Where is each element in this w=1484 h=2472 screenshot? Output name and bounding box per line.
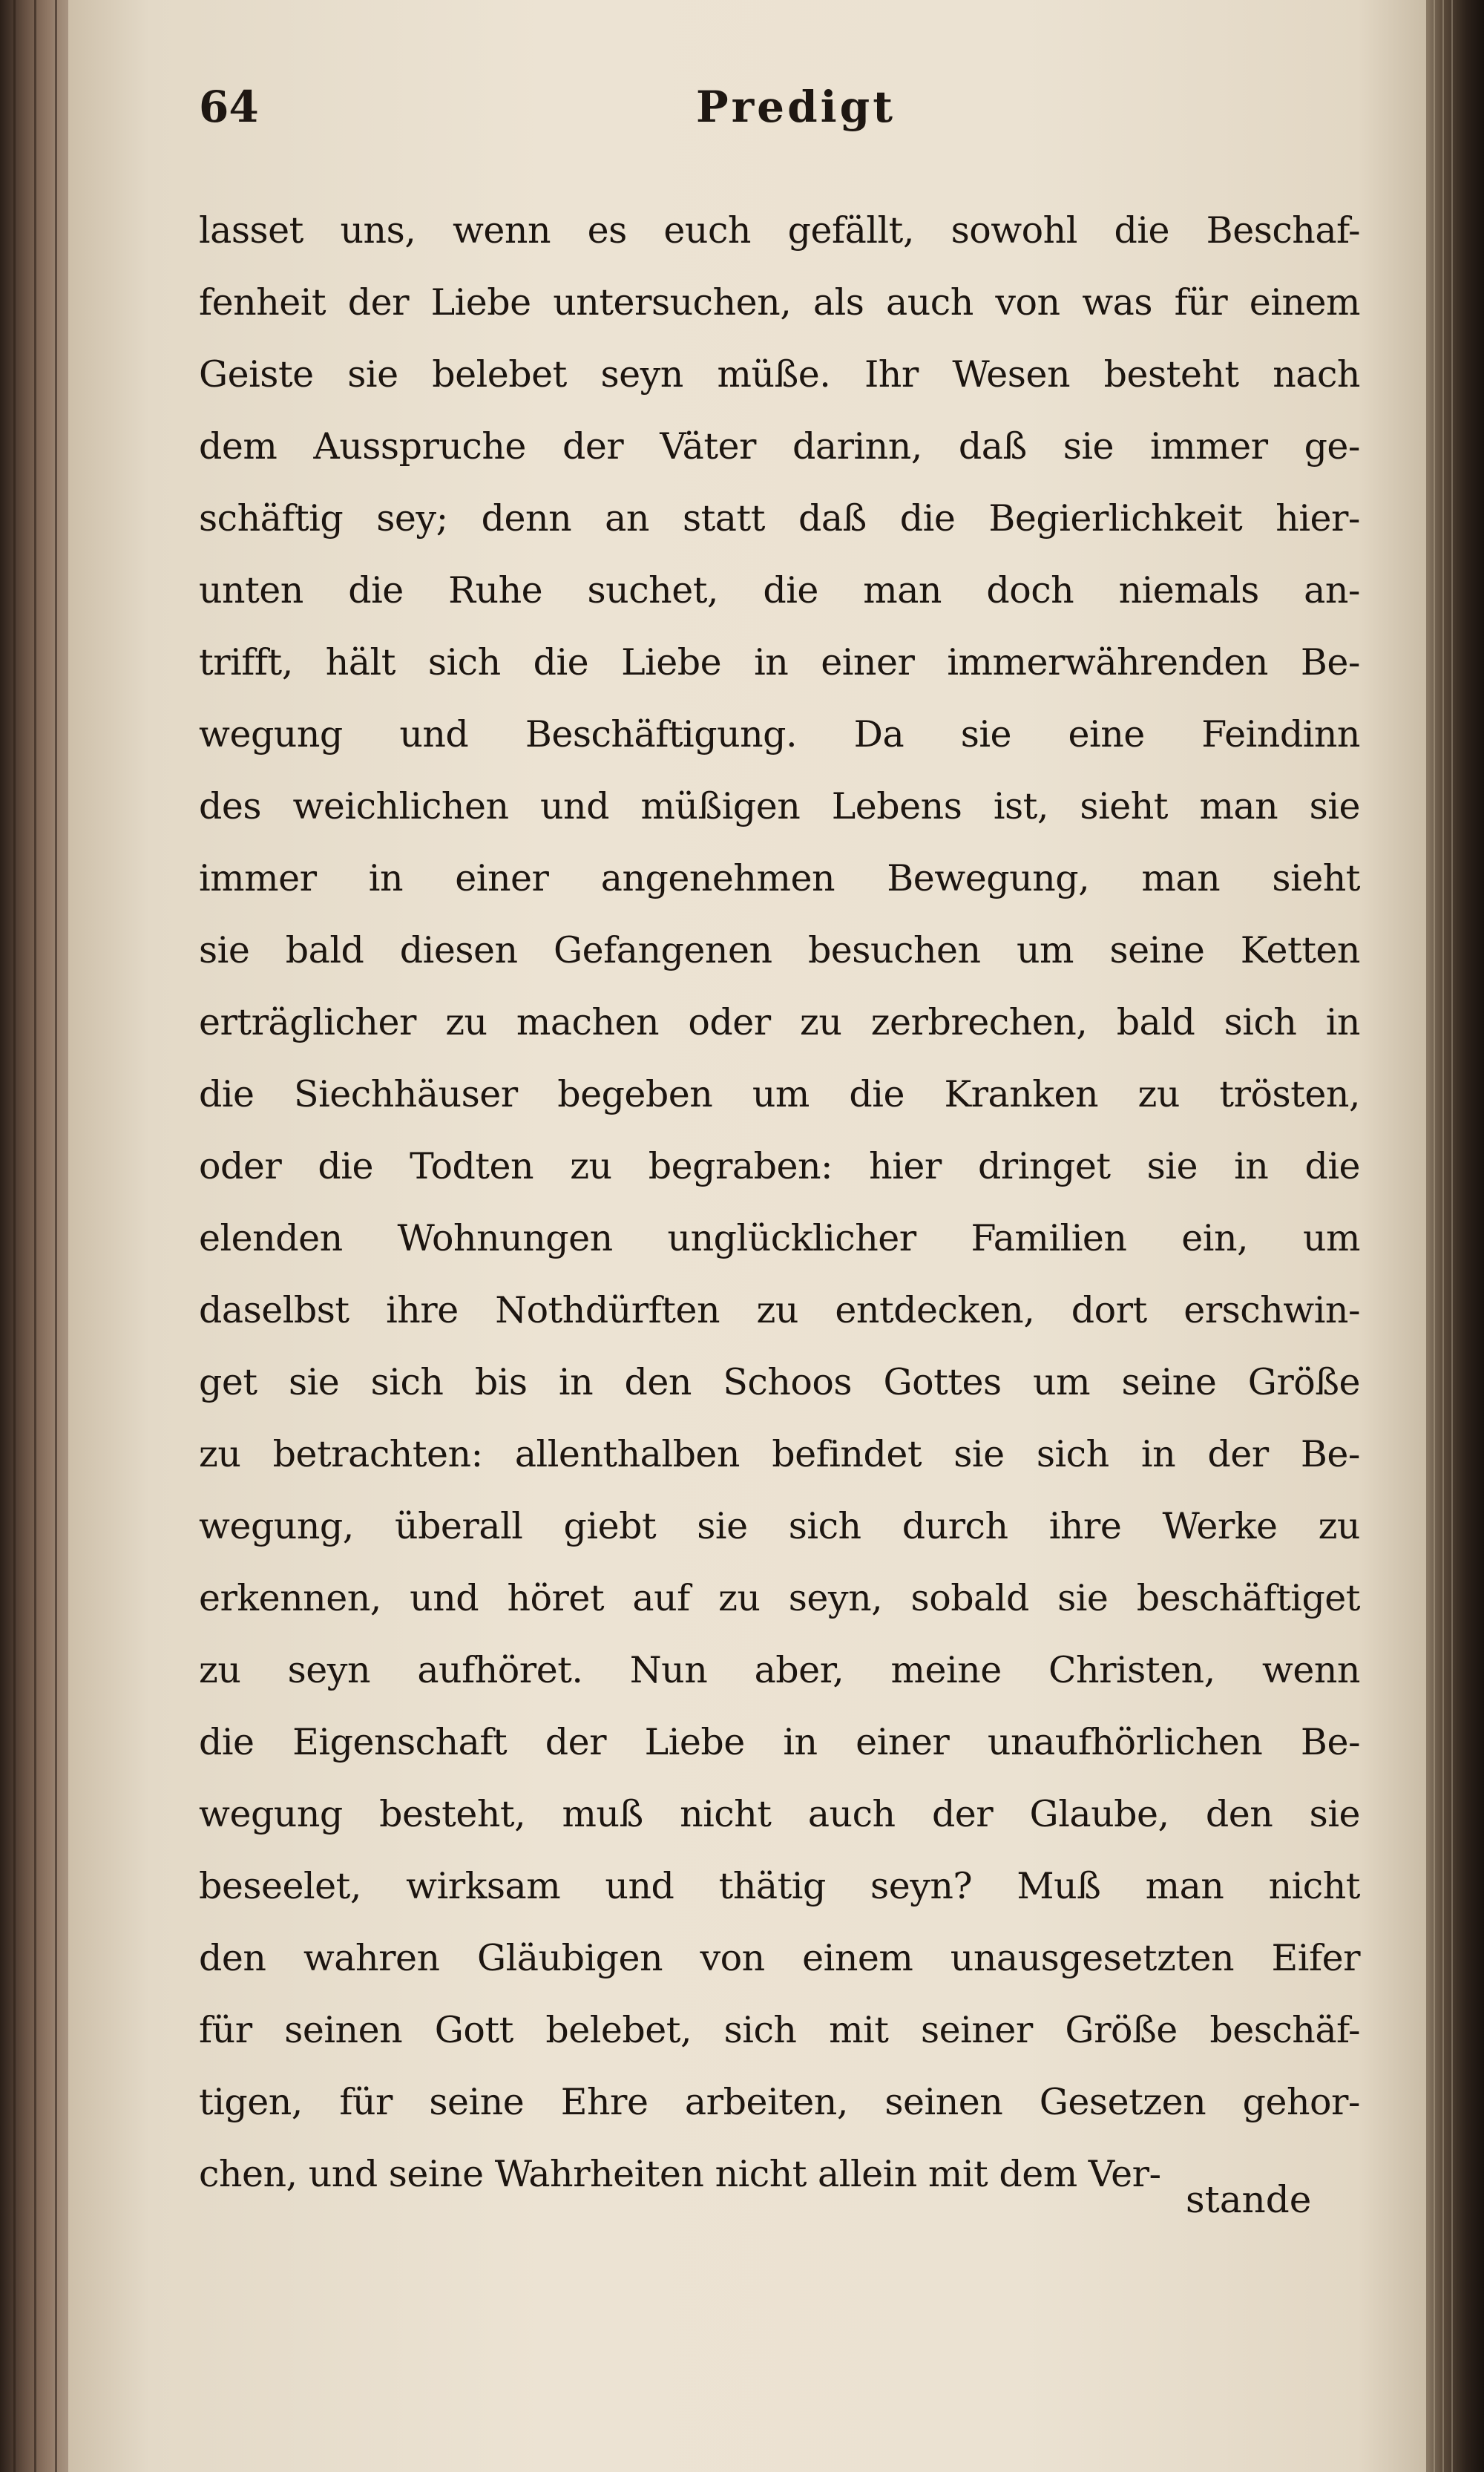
page-edge-line <box>1451 0 1453 2472</box>
text-line: chen, und seine Wahrheiten nicht allein mit dem Ver- <box>199 2153 1161 2195</box>
text-line: die Eigenschaft der Liebe in einer unaufhörlichen Be- <box>199 1721 1360 1763</box>
page-number: 64 <box>199 82 259 132</box>
page-edge-line <box>1442 0 1444 2472</box>
spine-fold-line <box>13 0 16 2472</box>
text-line: wegung, überall giebt sie sich durch ihre Werke zu <box>199 1505 1360 1547</box>
text-line: den wahren Gläubigen von einem unausgesetzten Eifer <box>199 1937 1360 1979</box>
catchword: stande <box>1186 2178 1312 2221</box>
text-line: oder die Todten zu begraben: hier dringet sie in die <box>199 1145 1360 1187</box>
book-spine <box>0 0 68 2472</box>
text-line: erkennen, und höret auf zu seyn, sobald sie beschäftiget <box>199 1577 1360 1619</box>
spine-fold-line <box>34 0 36 2472</box>
spine-fold-line <box>55 0 57 2472</box>
text-line: elenden Wohnungen unglücklicher Familien ein, um <box>199 1217 1360 1259</box>
text-line: dem Ausspruche der Väter darinn, daß sie immer ge- <box>199 425 1360 468</box>
text-line: erträglicher zu machen oder zu zerbrechen, bald sich in <box>199 1001 1360 1043</box>
text-line: tigen, für seine Ehre arbeiten, seinen Gesetzen gehor- <box>199 2081 1360 2123</box>
text-line: fenheit der Liebe untersuchen, als auch von was für einem <box>199 281 1360 324</box>
text-line: zu seyn aufhöret. Nun aber, meine Christen, wenn <box>199 1649 1360 1691</box>
page-edge-line <box>1434 0 1435 2472</box>
text-line: beseelet, wirksam und thätig seyn? Muß man nicht <box>199 1865 1360 1907</box>
body-text <box>199 194 1360 2210</box>
text-line: des weichlichen und müßigen Lebens ist, sieht man sie <box>199 785 1360 827</box>
text-line: get sie sich bis in den Schoos Gottes um seine Größe <box>199 1361 1360 1403</box>
text-line: wegung und Beschäftigung. Da sie eine Feindinn <box>199 713 1360 755</box>
text-line: wegung besteht, muß nicht auch der Glaube, den sie <box>199 1793 1360 1835</box>
text-line: daselbst ihre Nothdürften zu entdecken, dort erschwin- <box>199 1289 1360 1331</box>
running-head: Predigt <box>696 82 896 132</box>
text-line: sie bald diesen Gefangenen besuchen um seine Ketten <box>199 929 1360 971</box>
page-header <box>199 82 1327 148</box>
text-line: immer in einer angenehmen Bewegung, man sieht <box>199 857 1360 899</box>
text-line: unten die Ruhe suchet, die man doch niemals an- <box>199 569 1360 612</box>
text-line: schäftig sey; denn an statt daß die Begierlichkeit hier- <box>199 497 1360 540</box>
text-line: lasset uns, wenn es euch gefällt, sowohl die Beschaf- <box>199 209 1360 252</box>
text-line: zu betrachten: allenthalben befindet sie sich in der Be- <box>199 1433 1360 1475</box>
text-line: für seinen Gott belebet, sich mit seiner Größe beschäf- <box>199 2009 1360 2051</box>
text-line: die Siechhäuser begeben um die Kranken zu trösten, <box>199 1073 1360 1115</box>
text-line: Geiste sie belebet seyn müße. Ihr Wesen besteht nach <box>199 353 1360 396</box>
text-line: trifft, hält sich die Liebe in einer immerwährenden Be- <box>199 641 1360 683</box>
page-edge <box>1426 0 1484 2472</box>
